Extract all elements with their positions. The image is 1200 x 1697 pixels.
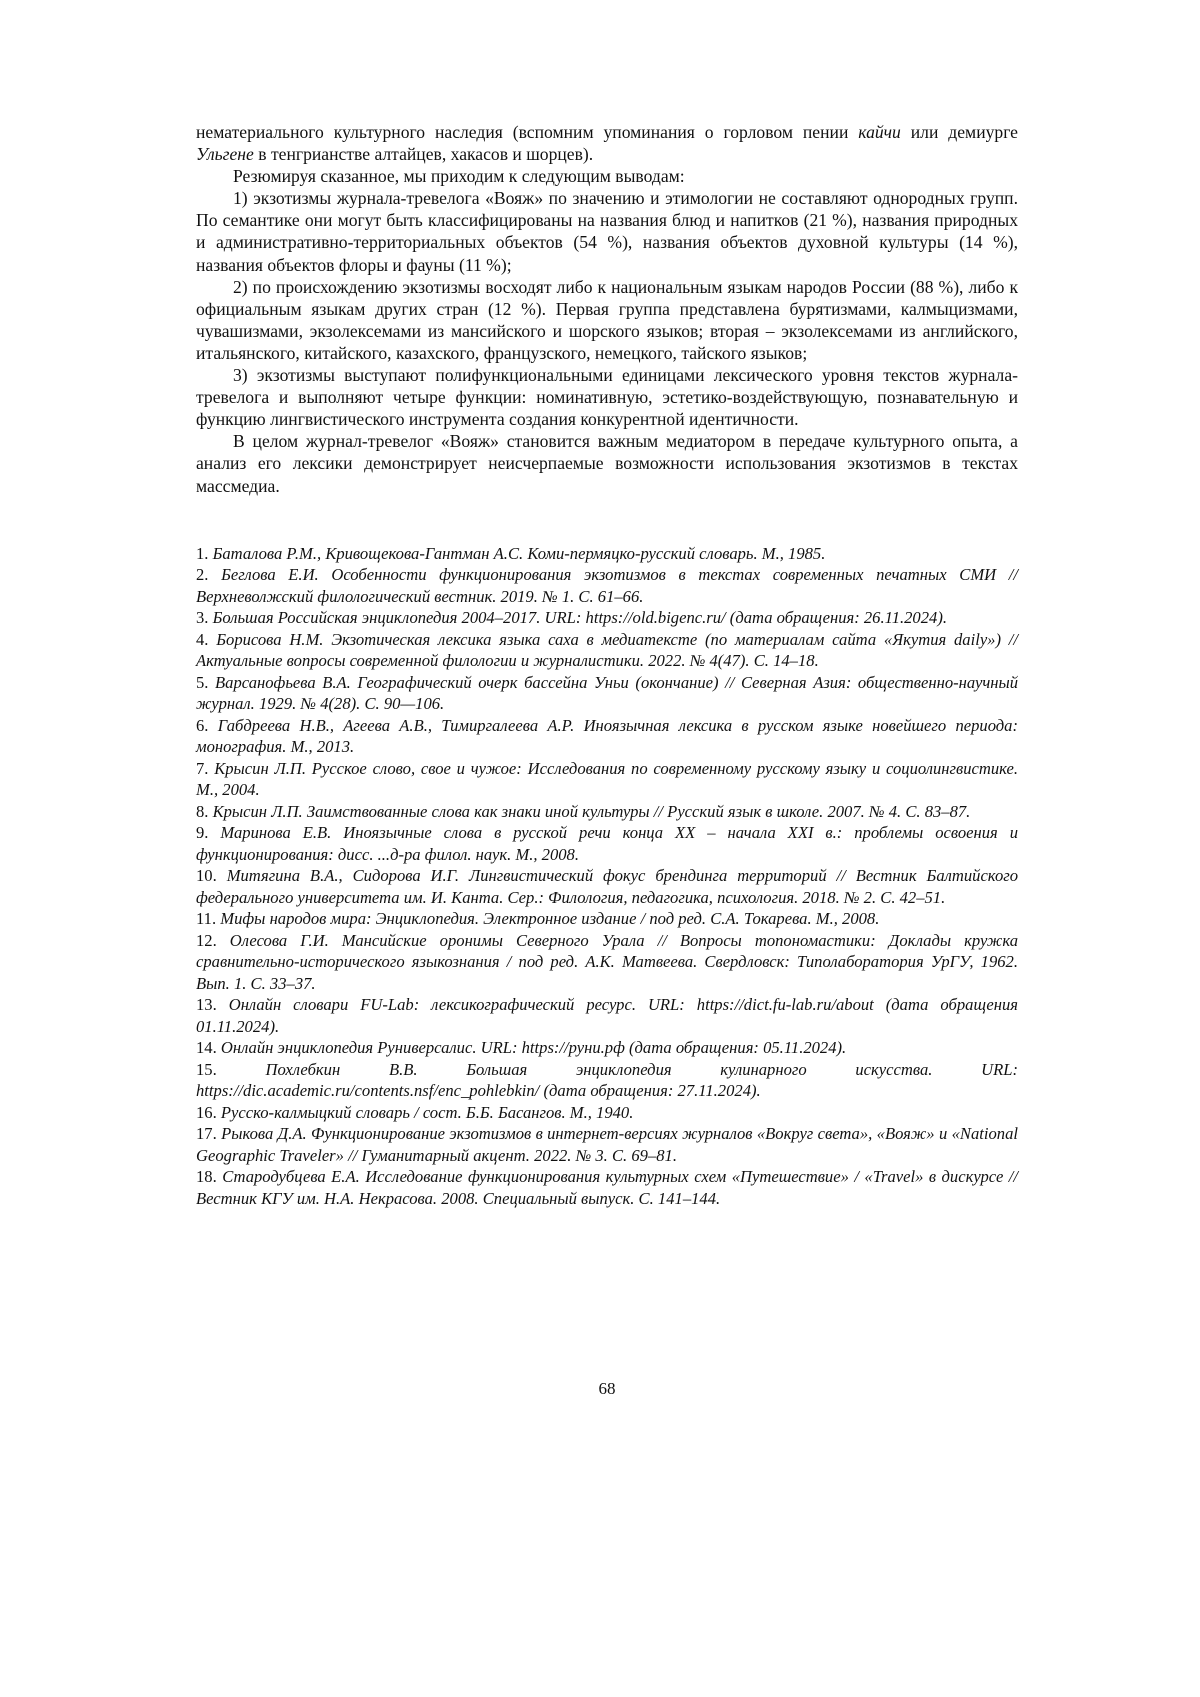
reference-item [196, 994, 1018, 1037]
paragraph [196, 165, 1018, 187]
reference-text: Онлайн словари FU-Lab: лексикографический ресурс. URL: https://dict.fu-lab.ru/about (дата обращения 01.11.2024). [196, 995, 1018, 1036]
paragraph [196, 276, 1018, 364]
reference-number: 11. [196, 909, 221, 929]
reference-item [196, 930, 1018, 995]
reference-item [196, 865, 1018, 908]
reference-item [196, 1166, 1018, 1209]
reference-text: Русско-калмыцкий словарь / сост. Б.Б. Басангов. М., 1940. [220, 1102, 634, 1122]
reference-text: Похлебкин В.В. Большая энциклопедия кулинарного искусства. URL: https://dic.academic.ru/contents.nsf/enc_pohlebkin/ (дата обращения: 27.11.2024). [196, 1059, 1018, 1101]
paragraph [196, 187, 1018, 275]
reference-text: Олесова Г.И. Мансийские оронимы Северного Урала // Вопросы топономастики: Доклады кружка сравнительно-исторического языкознания / под ред. А.К. Матвеева. Свердловск: Типолаборатория УрГУ, 1962. Вып. 1. С. 33–37. [196, 930, 1019, 993]
text-run: В целом журнал-тревелог «Вояж» становится важным медиатором в передаче культурного опыта, а анализ его лексики демонстрирует неисчерпаемые возможности использования экзотизмов в текстах массмедиа. [196, 431, 1018, 496]
reference-number: 8. [196, 801, 213, 821]
reference-text: Крысин Л.П. Русское слово, свое и чужое: Исследования по современному русскому языку и социолингвистике. М., 2004. [196, 758, 1019, 800]
text-run: 3) экзотизмы выступают полифункциональными единицами лексического уровня текстов журнала-тревелога и выполняют четыре функции: номинативную, эстетико-воздействующую, познавательную и функцию лингвистического инструмента создания конкурентной идентичности. [196, 365, 1018, 430]
text-run: в тенгрианстве алтайцев, хакасов и шорцев). [253, 144, 594, 165]
paragraph [196, 430, 1018, 496]
reference-number: 7. [196, 758, 215, 778]
references-list [196, 543, 1018, 1210]
reference-item [196, 543, 1018, 565]
italic-term: Ульгене [196, 144, 254, 165]
text-run: нематериального культурного наследия (вспомним упоминания о горловом пении [196, 122, 859, 142]
reference-item [196, 908, 1018, 930]
reference-item [196, 822, 1018, 865]
paragraph [196, 364, 1018, 430]
reference-text: Рыкова Д.А. Функционирование экзотизмов в интернет-версиях журналов «Вокруг света», «Вояж» и «National Geographic Traveler» // Гуманитарный акцент. 2022. № 3. С. 69–81. [196, 1124, 1018, 1165]
reference-item [196, 1037, 1018, 1059]
text-run: 2) по происхождению экзотизмы восходят либо к национальным языкам народов России (88 %), либо к официальным языкам других стран (12 %). Первая группа представлена бурятизмами, калмыцизмами, чувашизмами, экзолексемами из мансийского и шорского языков; вторая – экзолексемами из английского, итальянского, китайского, казахского, французского, немецкого, тайского языков; [196, 276, 1018, 363]
page-content [196, 121, 1018, 1209]
reference-item [196, 758, 1018, 801]
reference-number: 9. [196, 823, 221, 843]
reference-number: 2. [196, 565, 222, 585]
reference-text: Варсанофьева В.А. Географический очерк бассейна Уньи (окончание) // Северная Азия: общественно-научный журнал. 1929. № 4(28). С. 90—106. [196, 672, 1019, 714]
text-run: Резюмируя сказанное, мы приходим к следующим выводам: [233, 166, 685, 187]
reference-number: 12. [196, 930, 230, 950]
reference-number: 18. [196, 1167, 223, 1187]
reference-number: 16. [196, 1102, 221, 1122]
reference-number: 13. [196, 995, 229, 1015]
reference-item [196, 715, 1018, 758]
reference-number: 4. [196, 629, 217, 649]
italic-term: кайчи [858, 122, 901, 142]
reference-item [196, 1102, 1018, 1124]
page-number: 68 [598, 1379, 616, 1398]
reference-text: Габдреева Н.В., Агеева А.В., Тимиргалеева А.Р. Иноязычная лексика в русском языке новейшего периода: монография. М., 2013. [196, 715, 1019, 757]
reference-item [196, 801, 1018, 823]
reference-number: 6. [196, 715, 218, 735]
reference-text: Баталова Р.М., Кривощекова-Гантман А.С. Коми-пермяцко-русский словарь. М., 1985. [212, 543, 826, 563]
reference-number: 10. [196, 866, 227, 886]
reference-text: Крысин Л.П. Заимствованные слова как знаки иной культуры // Русский язык в школе. 2007. № 4. С. 83–87. [212, 801, 971, 821]
reference-number: 15. [196, 1059, 266, 1079]
reference-number: 1. [196, 543, 213, 563]
body-paragraphs [196, 121, 1018, 497]
reference-text: Беглова Е.И. Особенности функционирования экзотизмов в текстах современных печатных СМИ // Верхневолжский филологический вестник. 2019. № 1. С. 61–66. [196, 565, 1019, 606]
reference-item [196, 1059, 1018, 1102]
reference-text: Большая Российская энциклопедия 2004–2017. URL: https://old.bigenc.ru/ (дата обращения: 26.11.2024). [212, 608, 947, 628]
reference-text: Стародубцева Е.А. Исследование функционирования культурных схем «Путешествие» / «Travel» в дискурсе // Вестник КГУ им. Н.А. Некрасова. 2008. Специальный выпуск. С. 141–144. [196, 1167, 1018, 1208]
reference-item [196, 1123, 1018, 1166]
text-run: 1) экзотизмы журнала-тревелога «Вояж» по значению и этимологии не составляют однородных групп. По семантике они могут быть классифицированы на названия блюд и напитков (21 %), названия природных и административно-территориальных объектов (54 %), названия объектов духовной культуры (14 %), названия объектов флоры и фауны (11 %); [196, 188, 1018, 275]
reference-number: 14. [196, 1038, 221, 1058]
reference-text: Мифы народов мира: Энциклопедия. Электронное издание / под ред. С.А. Токарева. М., 2008. [220, 909, 880, 929]
reference-text: Маринова Е.В. Иноязычные слова в русской речи конца XX – начала XXI в.: проблемы освоения и функционирования: дисс. ...д-ра филол. наук. М., 2008. [196, 823, 1018, 864]
reference-item [196, 607, 1018, 629]
text-run: или демиурге [900, 122, 1018, 142]
reference-number: 3. [196, 608, 213, 628]
reference-number: 5. [196, 672, 216, 692]
reference-text: Онлайн энциклопедия Руниверсалис. URL: https://руни.рф (дата обращения: 05.11.2024). [220, 1038, 847, 1058]
paragraph [196, 121, 1018, 165]
reference-number: 17. [196, 1124, 222, 1144]
reference-text: Борисова Н.М. Экзотическая лексика языка саха в медиатексте (по материалам сайта «Якутия daily») // Актуальные вопросы современной филологии и журналистики. 2022. № 4(47). С. 14–18. [196, 629, 1018, 671]
reference-item [196, 672, 1018, 715]
reference-text: Митягина В.А., Сидорова И.Г. Лингвистический фокус брендинга территорий // Вестник Балтийского федерального университета им. И. Канта. Сер.: Филология, педагогика, психология. 2018. № 2. С. 42–51. [196, 866, 1019, 907]
reference-item [196, 564, 1018, 607]
reference-item [196, 629, 1018, 672]
